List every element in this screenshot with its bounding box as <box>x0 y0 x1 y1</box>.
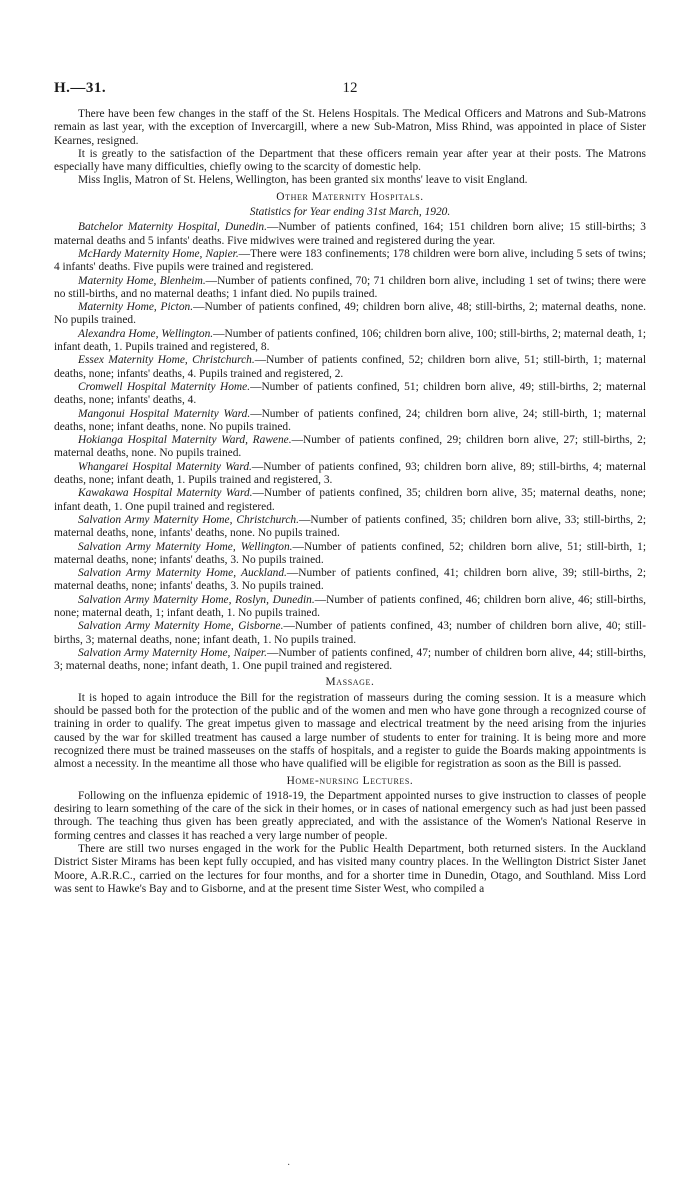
maternity-entry <box>54 328 646 355</box>
entry-text: —Number of patients confined, 41; children born alive, 39; still-births, 2; maternal deaths, none; infants' deaths, 3. No pupils trained. <box>54 567 647 593</box>
institution-name: Salvation Army Maternity Home, Naiper. <box>78 646 267 659</box>
maternity-entry <box>54 408 646 435</box>
entry-text: —Number of patients confined, 52; children born alive, 51; still-birth, 1; maternal deaths, none; infants' deaths, 3. No pupils trained. <box>54 540 646 566</box>
institution-name: McHardy Maternity Home, Napier. <box>78 247 239 260</box>
institution-name: Salvation Army Maternity Home, Roslyn, Dunedin. <box>78 593 315 606</box>
document-body <box>54 108 646 896</box>
entry-text: —Number of patients confined, 70; 71 children born alive, including 1 set of twins; there were no still-births, and no maternal deaths; 1 infant died. No pupils trained. <box>54 274 646 300</box>
maternity-entry <box>54 594 646 621</box>
section-heading-other-maternity: Other Maternity Hospitals. <box>276 190 424 203</box>
paragraph-influenza-classes: Following on the influenza epidemic of 1918-19, the Department appointed nurses to give instruction to classes of people desiring to learn something of the care of the sick in their homes, or in cases of national emergency such as had just been passed through. The teaching thus given has been greatly appreciated, and with the assistance of the Women's National Reserve in forming centres and classes it has reached a very large number of people. <box>54 789 646 842</box>
paragraph-massage: It is hoped to again introduce the Bill for the registration of masseurs during the coming session. It is a measure which should be passed both for the protection of the public and of the women and men who have gone through a recognized course of training in order to qualify. The great impetus given to massage and electrical treatment by the need arising from the injuries caused by the war for skilled treatment has caused a large number of students to enter for training. It is being more and more recognized there must be trained masseuses on the staffs of hospitals, and a register to guide the Boards making appointments is almost a necessity. In the meantime all those who have qualified will be eligible for registration as soon as the Bill is passed. <box>54 691 646 771</box>
entry-text: —Number of patients confined, 46; children born alive, 46; still-births, none; maternal death, 1; infant death, 1. No pupils trained. <box>54 593 647 619</box>
institution-name: Maternity Home, Picton. <box>78 301 194 314</box>
institution-name: Mangonui Hospital Maternity Ward. <box>78 407 251 420</box>
maternity-entry <box>54 434 646 461</box>
maternity-entry <box>54 541 646 568</box>
institution-name: Batchelor Maternity Hospital, Dunedin. <box>78 221 267 234</box>
entry-text: —Number of patients confined, 164; 151 children born alive; 15 still-births; 3 maternal deaths and 5 infants' deaths. Five midwives were trained and registered during the year. <box>54 221 646 247</box>
entry-text: —There were 183 confinements; 178 children were born alive, including 5 sets of twins; 4 infants' deaths. Five pupils were trained and registered. <box>54 247 646 274</box>
institution-name: Maternity Home, Blenheim. <box>78 274 206 287</box>
entry-text: —Number of patients confined, 51; children born alive, 49; still-births, 2; maternal deaths, none; infants' deaths, 4. <box>54 380 646 407</box>
paragraph-staff-changes: There have been few changes in the staff of the St. Helens Hospitals. The Medical Officers and Matrons and Sub-Matrons remain as last year, with the exception of Invercargill, where a new Sub-Matron, Miss Rhind, was appointed in place of Sister Kearnes, resigned. <box>54 108 646 147</box>
maternity-entry <box>54 381 646 408</box>
institution-name: Salvation Army Maternity Home, Gisborne. <box>78 620 284 633</box>
institution-name: Hokianga Hospital Maternity Ward, Rawene. <box>78 434 292 447</box>
institution-name: Salvation Army Maternity Home, Auckland. <box>78 567 287 580</box>
paragraph-leave: Miss Inglis, Matron of St. Helens, Wellington, has been granted six months' leave to visit England. <box>78 174 528 187</box>
maternity-entry <box>54 275 646 302</box>
institution-name: Salvation Army Maternity Home, Christchurch. <box>78 513 299 526</box>
maternity-entry <box>54 620 646 647</box>
entry-text: —Number of patients confined, 93; children born alive, 89; still-births, 4; maternal deaths, none; infant death, 1. Pupils trained and registered, 3. <box>54 460 646 487</box>
maternity-entry <box>54 461 646 488</box>
maternity-entry <box>54 221 646 248</box>
institution-name: Alexandra Home, Wellington. <box>78 327 214 340</box>
institution-name: Kawakawa Hospital Maternity Ward. <box>78 487 253 500</box>
section-subheading-statistics: Statistics for Year ending 31st March, 1920. <box>249 206 451 219</box>
page-number: 12 <box>342 80 358 96</box>
maternity-entry <box>54 354 646 381</box>
entry-text: —Number of patients confined, 35; children born alive, 35; maternal deaths, none; infant death, 1. One pupil trained and registered. <box>54 487 646 513</box>
page-header <box>54 80 646 100</box>
entry-text: —Number of patients confined, 49; children born alive, 48; still-births, 2; maternal deaths, none. No pupils trained. <box>54 301 647 327</box>
entry-text: —Number of patients confined, 106; children born alive, 100; still-births, 2; maternal death, 1; infant death, 1. Pupils trained and registered, 8. <box>54 327 647 354</box>
document-reference: H.—31. <box>54 80 107 96</box>
page-footer-mark: · <box>287 1160 291 1171</box>
maternity-entry <box>54 647 646 674</box>
maternity-entry <box>54 248 646 275</box>
entry-text: —Number of patients confined, 43; number of children born alive, 40; still-births, 3; maternal deaths, none; infant death, 1. No pupils trained. <box>54 620 646 646</box>
institution-name: Salvation Army Maternity Home, Wellington. <box>78 540 293 553</box>
entry-text: —Number of patients confined, 35; children born alive, 33; still-births, 2; maternal deaths, none, infants' deaths, none. No pupils trained. <box>54 513 646 540</box>
institution-name: Essex Maternity Home, Christchurch. <box>78 354 255 367</box>
entry-text: —Number of patients confined, 29; children born alive, 27; still-births, 2; maternal deaths, none. No pupils trained. <box>54 434 646 460</box>
maternity-entry <box>54 567 646 594</box>
entry-text: —Number of patients confined, 52; children born alive, 51; still-birth, 1; maternal deaths, none; infants' deaths, 4. Pupils trained and registered, 2. <box>54 354 646 380</box>
institution-name: Cromwell Hospital Maternity Home. <box>78 380 251 393</box>
entry-text: —Number of patients confined, 24; children born alive, 24; still-birth, 1; maternal deaths, none; infant deaths, none. No pupils trained. <box>54 407 646 433</box>
maternity-entry <box>54 514 646 541</box>
entry-text: —Number of patients confined, 47; number of children born alive, 44; still-births, 3; maternal deaths, none; infant death, 1. One pupil trained and registered. <box>54 646 646 673</box>
maternity-entry <box>54 301 646 328</box>
section-heading-home-nursing: Home-nursing Lectures. <box>286 774 414 787</box>
paragraph-officers-satisfaction: It is greatly to the satisfaction of the Department that these officers remain year after year at their posts. The Matrons especially have many difficulties, chiefly owing to the scarcity of domestic help. <box>54 147 646 174</box>
institution-name: Whangarei Hospital Maternity Ward. <box>78 460 252 473</box>
paragraph-nurses-engaged: There are still two nurses engaged in the work for the Public Health Department, both returned sisters. In the Auckland District Sister Mirams has been kept fully occupied, and has visited many country places. In the Wellington District Sister Janet Moore, A.R.R.C., carried on the lectures for four months, and for a shorter time in Dunedin, Otago, and Southland. Miss Lord was sent to Hawke's Bay and to Gisborne, and at the present time Sister West, who compiled a <box>54 843 646 895</box>
maternity-entry <box>54 487 646 514</box>
section-heading-massage: Massage. <box>325 676 375 689</box>
